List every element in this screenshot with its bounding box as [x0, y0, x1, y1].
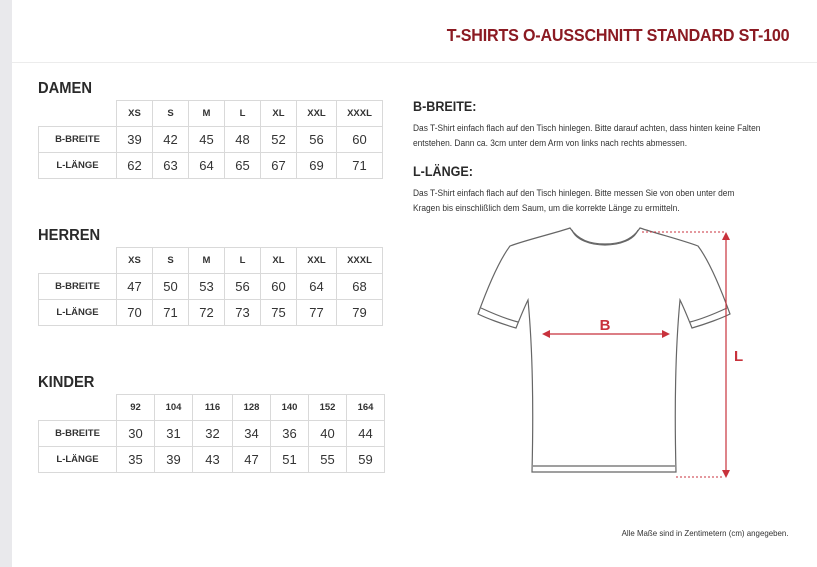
- section-title-kinder: KINDER: [38, 374, 95, 391]
- table-cell: 35: [117, 447, 155, 473]
- table-cell: 77: [297, 300, 337, 326]
- column-header: XS: [117, 248, 153, 274]
- column-header: XL: [261, 248, 297, 274]
- breite-heading: B-BREITE:: [413, 99, 477, 114]
- table-cell: 31: [155, 421, 193, 447]
- table-cell: 50: [153, 274, 189, 300]
- column-header: XXL: [297, 248, 337, 274]
- row-label: L-LÄNGE: [39, 153, 117, 179]
- table-cell: 34: [233, 421, 271, 447]
- column-header: M: [189, 101, 225, 127]
- table-cell: 72: [189, 300, 225, 326]
- column-header: XXXL: [337, 101, 383, 127]
- table-cell: 73: [225, 300, 261, 326]
- table-header-row: [39, 101, 383, 127]
- table-cell: 56: [225, 274, 261, 300]
- table-cell: 43: [193, 447, 233, 473]
- table-cell: 60: [337, 127, 383, 153]
- column-header: 140: [271, 395, 309, 421]
- table-row: [39, 421, 385, 447]
- column-header: L: [225, 248, 261, 274]
- table-cell: 67: [261, 153, 297, 179]
- table-cell: 63: [153, 153, 189, 179]
- table-cell: 45: [189, 127, 225, 153]
- laenge-heading: L-LÄNGE:: [413, 164, 473, 179]
- table-cell: 40: [309, 421, 347, 447]
- table-row: [39, 300, 383, 326]
- size-table-kinder: [38, 394, 385, 473]
- table-cell: 55: [309, 447, 347, 473]
- header-divider: [12, 62, 817, 63]
- table-cell: 52: [261, 127, 297, 153]
- table-corner: [39, 395, 117, 421]
- table-cell: 47: [233, 447, 271, 473]
- table-cell: 51: [271, 447, 309, 473]
- table-corner: [39, 248, 117, 274]
- column-header: 152: [309, 395, 347, 421]
- section-title-herren: HERREN: [38, 227, 101, 244]
- column-header: 104: [155, 395, 193, 421]
- label-l: L: [734, 348, 744, 365]
- measure-lines: [542, 232, 730, 478]
- table-header-row: [39, 248, 383, 274]
- units-footnote: Alle Maße sind in Zentimetern (cm) angegeben.: [622, 528, 789, 538]
- column-header: 164: [347, 395, 385, 421]
- column-header: 116: [193, 395, 233, 421]
- table-cell: 68: [337, 274, 383, 300]
- table-row: [39, 153, 383, 179]
- row-label: B-BREITE: [39, 127, 117, 153]
- table-cell: 44: [347, 421, 385, 447]
- table-cell: 75: [261, 300, 297, 326]
- table-cell: 30: [117, 421, 155, 447]
- table-corner: [39, 101, 117, 127]
- row-label: L-LÄNGE: [39, 300, 117, 326]
- table-cell: 39: [155, 447, 193, 473]
- size-table-herren: [38, 247, 383, 326]
- table-cell: 70: [117, 300, 153, 326]
- size-chart-page: [12, 0, 817, 567]
- column-header: 128: [233, 395, 271, 421]
- table-cell: 64: [297, 274, 337, 300]
- breite-description: Das T-Shirt einfach flach auf den Tisch hinlegen. Bitte darauf achten, dass hinten keine Falten entstehen. Dann ca. 3cm unter dem Arm von links nach rechts abmessen.: [413, 123, 761, 148]
- table-cell: 47: [117, 274, 153, 300]
- table-cell: 79: [337, 300, 383, 326]
- table-row: [39, 274, 383, 300]
- column-header: XL: [261, 101, 297, 127]
- table-cell: 48: [225, 127, 261, 153]
- row-label: L-LÄNGE: [39, 447, 117, 473]
- faded-footer: [38, 527, 41, 538]
- table-cell: 59: [347, 447, 385, 473]
- column-header: 92: [117, 395, 155, 421]
- section-title-damen: DAMEN: [38, 80, 92, 97]
- column-header: XXXL: [337, 248, 383, 274]
- table-row: [39, 127, 383, 153]
- column-header: XXL: [297, 101, 337, 127]
- column-header: XS: [117, 101, 153, 127]
- tshirt-outline: [478, 228, 730, 472]
- table-cell: 39: [117, 127, 153, 153]
- table-cell: 69: [297, 153, 337, 179]
- column-header: M: [189, 248, 225, 274]
- table-cell: 56: [297, 127, 337, 153]
- table-cell: 32: [193, 421, 233, 447]
- table-cell: 71: [337, 153, 383, 179]
- table-cell: 42: [153, 127, 189, 153]
- table-cell: 71: [153, 300, 189, 326]
- page-title: T-SHIRTS O-AUSSCHNITT STANDARD ST-100: [446, 25, 789, 45]
- table-cell: 36: [271, 421, 309, 447]
- tshirt-diagram: [472, 222, 752, 487]
- table-cell: 64: [189, 153, 225, 179]
- table-cell: 65: [225, 153, 261, 179]
- size-table-damen: [38, 100, 383, 179]
- table-row: [39, 447, 385, 473]
- column-header: S: [153, 248, 189, 274]
- column-header: L: [225, 101, 261, 127]
- table-header-row: [39, 395, 385, 421]
- table-cell: 53: [189, 274, 225, 300]
- faded-logo: [38, 22, 46, 48]
- laenge-description: Das T-Shirt einfach flach auf den Tisch hinlegen. Bitte messen Sie von oben unter dem Kragen bis einschlißlich dem Saum, um die korrekte Länge zu ermitteln.: [413, 188, 735, 213]
- table-cell: 62: [117, 153, 153, 179]
- row-label: B-BREITE: [39, 421, 117, 447]
- row-label: B-BREITE: [39, 274, 117, 300]
- column-header: S: [153, 101, 189, 127]
- table-cell: 60: [261, 274, 297, 300]
- label-b: B: [599, 317, 611, 334]
